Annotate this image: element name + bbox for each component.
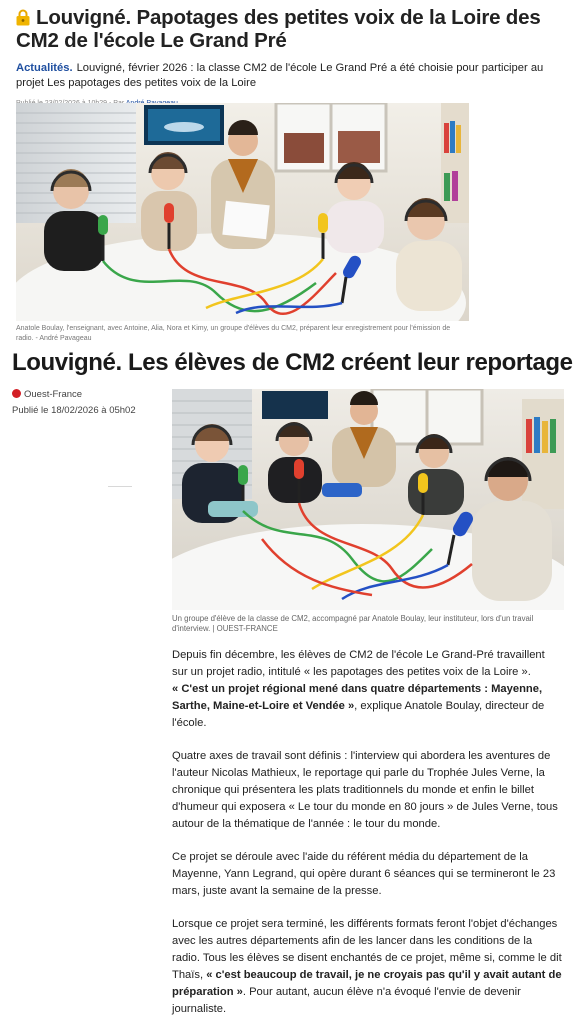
paragraph-3: Ce projet se déroule avec l'aide du référent média du département de la Mayenne, Yann Legrand, qui opère durant 6 séances qui se termineront le 23 mars, juste avant la semaine de la presse.: [172, 851, 556, 897]
article-1: [16, 6, 564, 109]
paragraph-4-quote: « c'est beaucoup de travail, je ne croyais pas qu'il y avait autant de préparation »: [172, 969, 562, 998]
article-1-photo: [16, 103, 469, 321]
paragraph-1-tail: , explique Anatole Boulay, directeur de l'école.: [172, 700, 545, 729]
article-2-photo: [172, 389, 564, 610]
paragraph-1-quote: « C'est un projet régional mené dans quatre départements : Mayenne, Sarthe, Maine-et-Loire et Vendée »: [172, 683, 543, 712]
article-1-lead: [16, 61, 564, 91]
article-2-body: [172, 647, 562, 1034]
paragraph-4-text: Lorsque ce projet sera terminé, les différents formats feront l'objet d'échanges avec les autres départements afin de les lancer dans les conditions de la radio. Tous les élèves se disent enchantés de ce projet, même si, comme le dit Thaïs,: [172, 918, 562, 981]
lead-kicker: Actualités.: [16, 62, 73, 74]
paragraph-1-text: Depuis fin décembre, les élèves de CM2 de l'école Le Grand-Pré travaillent sur un projet radio, intitulé « les papotages des petites voix de la Loire ».: [172, 649, 545, 678]
article-2-photo-caption: Un groupe d'élève de la classe de CM2, accompagné par Anatole Boulay, leur instituteur, lors d'un travail d'interview. | OUEST-FRANCE: [172, 614, 534, 633]
source-line[interactable]: [12, 389, 82, 400]
divider: [108, 486, 132, 487]
article-2-title[interactable]: Louvigné. Les élèves de CM2 créent leur reportage: [12, 349, 573, 376]
lead-text: Louvigné, février 2026 : la classe CM2 de l'école Le Grand Pré a été choisie pour participer au projet Les papotages des petites voix de la Loire: [16, 62, 544, 89]
article-1-photo-caption: Anatole Boulay, l'enseignant, avec Antoine, Alia, Nora et Kimy, un groupe d'élèves du CM2, préparent leur enregistrement pour l'émission de radio. - André Pavageau: [16, 325, 451, 342]
paragraph-4-tail: . Pour autant, aucun élève n'a évoqué l'envie de devenir journaliste.: [172, 986, 521, 1015]
source-name: Ouest-France: [24, 389, 83, 400]
publish-date: Publié le 18/02/2026 à 05h02: [12, 405, 136, 416]
paragraph-1: [172, 647, 562, 732]
lock-icon: [16, 8, 30, 25]
paragraph-2: Quatre axes de travail sont définis : l'interview qui abordera les aventures de l'auteur Nicolas Mathieux, le reportage qui parle du Trophée Jules Verne, la chronique qui présentera les plats traditionnels du monde et enfin le billet d'humeur qui exposera « Le tour du monde en 80 jours » de Jules Verne, tous autour de la thématique de l'année : le tour du monde.: [172, 750, 558, 830]
article-1-title-text: Louvigné. Papotages des petites voix de la Loire des CM2 de l'école Le Grand Pré: [16, 6, 541, 52]
ouest-france-logo-icon: [12, 389, 21, 398]
paragraph-4: [172, 916, 562, 1018]
article-1-title[interactable]: [16, 6, 564, 52]
